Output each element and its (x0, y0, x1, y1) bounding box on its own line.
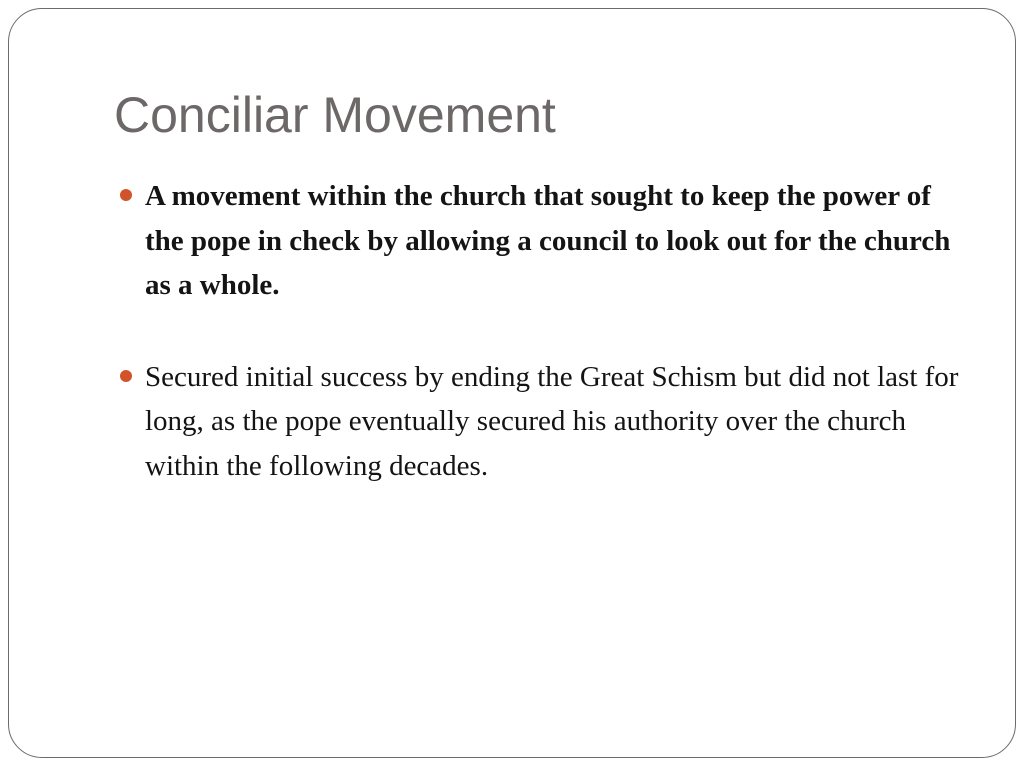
bullet-text: Secured initial success by ending the Great Schism but did not last for long, as the pope eventually secured his authority over the church within the following decades. (145, 360, 959, 482)
bullet-item (145, 174, 965, 308)
bullet-text: A movement within the church that sought to keep the power of the pope in check by allowing a council to look out for the church as a whole. (145, 180, 951, 301)
slide (8, 8, 1016, 758)
bullet-item (145, 355, 965, 489)
bullet-dot-icon (120, 189, 132, 201)
bullet-dot-icon (120, 370, 132, 382)
bullet-list (145, 174, 965, 488)
slide-title: Conciliar Movement (114, 87, 556, 143)
